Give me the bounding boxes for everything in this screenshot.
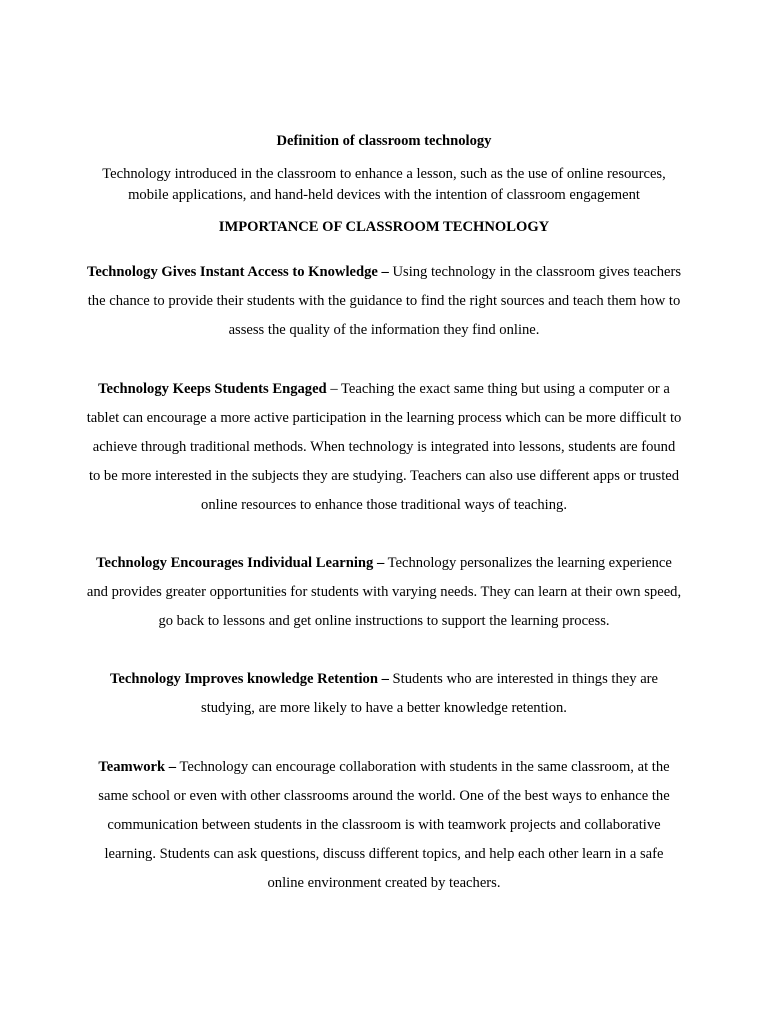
section-text: Using technology in the classroom gives teachers the chance to provide their students with the guidance to find the right sources and teach them how to assess the quality of the information they find online. <box>87 264 682 338</box>
definition-title: Definition of classroom technology <box>276 133 492 149</box>
section-heading: Teamwork – <box>98 759 177 775</box>
section-individual-learning <box>84 549 684 636</box>
importance-title: IMPORTANCE OF CLASSROOM TECHNOLOGY <box>218 219 550 235</box>
section-instant-access <box>84 258 684 345</box>
section-heading: Technology Encourages Individual Learning – <box>96 555 385 571</box>
section-knowledge-retention <box>84 665 684 723</box>
section-text: Technology can encourage collaboration with students in the same classroom, at the same school or even with other classrooms around the world. One of the best ways to enhance the communication between students in the classroom is with teamwork projects and collaborative learning. Students can ask questions, discuss different topics, and help each other learn in a safe online environment created by teachers. <box>98 759 670 891</box>
section-text: Technology personalizes the learning experience and provides greater opportunities for students with varying needs. They can learn at their own speed, go back to lessons and get online instructions to support the learning process. <box>86 555 682 629</box>
section-teamwork <box>90 753 678 898</box>
section-text: – Teaching the exact same thing but using a computer or a tablet can encourage a more active participation in the learning process which can be more difficult to achieve through traditional methods. When technology is integrated into lessons, students are found to be more interested in the subjects they are studying. Teachers can also use different apps or trusted online resources to enhance those traditional ways of teaching. <box>86 381 682 513</box>
section-heading: Technology Keeps Students Engaged <box>98 381 327 397</box>
section-heading: Technology Improves knowledge Retention – <box>109 671 389 687</box>
section-heading: Technology Gives Instant Access to Knowledge – <box>86 264 389 280</box>
definition-body: Technology introduced in the classroom to enhance a lesson, such as the use of online resources, mobile applications, and hand-held devices with the intention of classroom engagement <box>102 166 666 203</box>
section-students-engaged <box>86 375 682 520</box>
section-text: Students who are interested in things they are studying, are more likely to have a better knowledge retention. <box>201 671 659 716</box>
